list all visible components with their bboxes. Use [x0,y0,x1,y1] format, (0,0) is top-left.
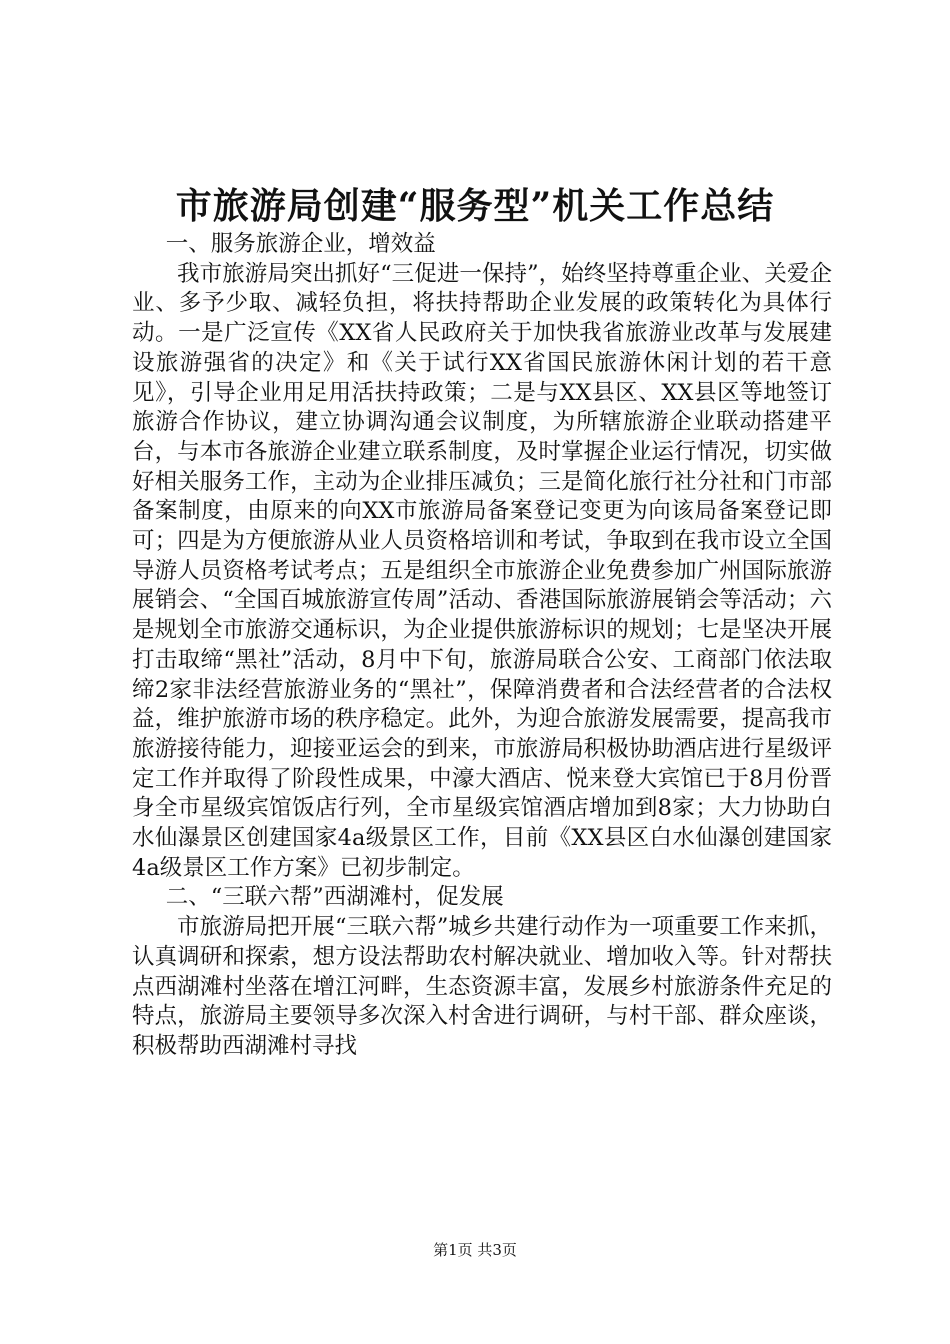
page-number-footer: 第1页 共3页 [433,1241,517,1259]
document-body [132,230,832,1062]
section-heading: 二、“三联六帮”西湖滩村，促发展 [165,884,504,911]
section-paragraph: 市旅游局把开展“三联六帮”城乡共建行动作为一项重要工作来抓，认真调研和探索，想方设法帮助农村解决就业、增加收入等。针对帮扶点西湖滩村坐落在增江河畔，生态资源丰富，发展乡村旅游条件充足的特点，旅游局主要领导多次深入村舍进行调研，与村干部、群众座谈，积极帮助西湖滩村寻找 [132,914,832,1059]
section-paragraph: 我市旅游局突出抓好“三促进一保持”，始终坚持尊重企业、关爱企业、多予少取、减轻负担，将扶持帮助企业发展的政策转化为具体行动。一是广泛宣传《XX省人民政府关于加快我省旅游业改革与发展建设旅游强省的决定》和《关于试行XX省国民旅游休闲计划的若干意见》，引导企业用足用活扶持政策；二是与XX县区、XX县区等地签订旅游合作协议，建立协调沟通会议制度，为所辖旅游企业联动搭建平台，与本市各旅游企业建立联系制度，及时掌握企业运行情况，切实做好相关服务工作，主动为企业排压减负；三是简化旅行社分社和门市部备案制度，由原来的向XX市旅游局备案登记变更为向该局备案登记即可；四是为方便旅游从业人员资格培训和考试，争取到在我市设立全国导游人员资格考试考点；五是组织全市旅游企业免费参加广州国际旅游展销会、“全国百城旅游宣传周”活动、香港国际旅游展销会等活动；六是规划全市旅游交通标识，为企业提供旅游标识的规划；七是坚决开展打击取缔“黑社”活动，8月中下旬，旅游局联合公安、工商部门依法取缔2家非法经营旅游业务的“黑社”，保障消费者和合法经营者的合法权益，维护旅游市场的秩序稳定。此外，为迎合旅游发展需要，提高我市旅游接待能力，迎接亚运会的到来，市旅游局积极协助酒店进行星级评定工作并取得了阶段性成果，中濠大酒店、悦来登大宾馆已于8月份晋身全市星级宾馆饭店行列，全市星级宾馆酒店增加到8家；大力协助白水仙瀑景区创建国家4a级景区工作，目前《XX县区白水仙瀑创建国家4a级景区工作方案》已初步制定。 [132,260,832,881]
section-heading: 一、服务旅游企业，增效益 [165,231,436,257]
document-title: 市旅游局创建“服务型”机关工作总结 [175,185,775,227]
